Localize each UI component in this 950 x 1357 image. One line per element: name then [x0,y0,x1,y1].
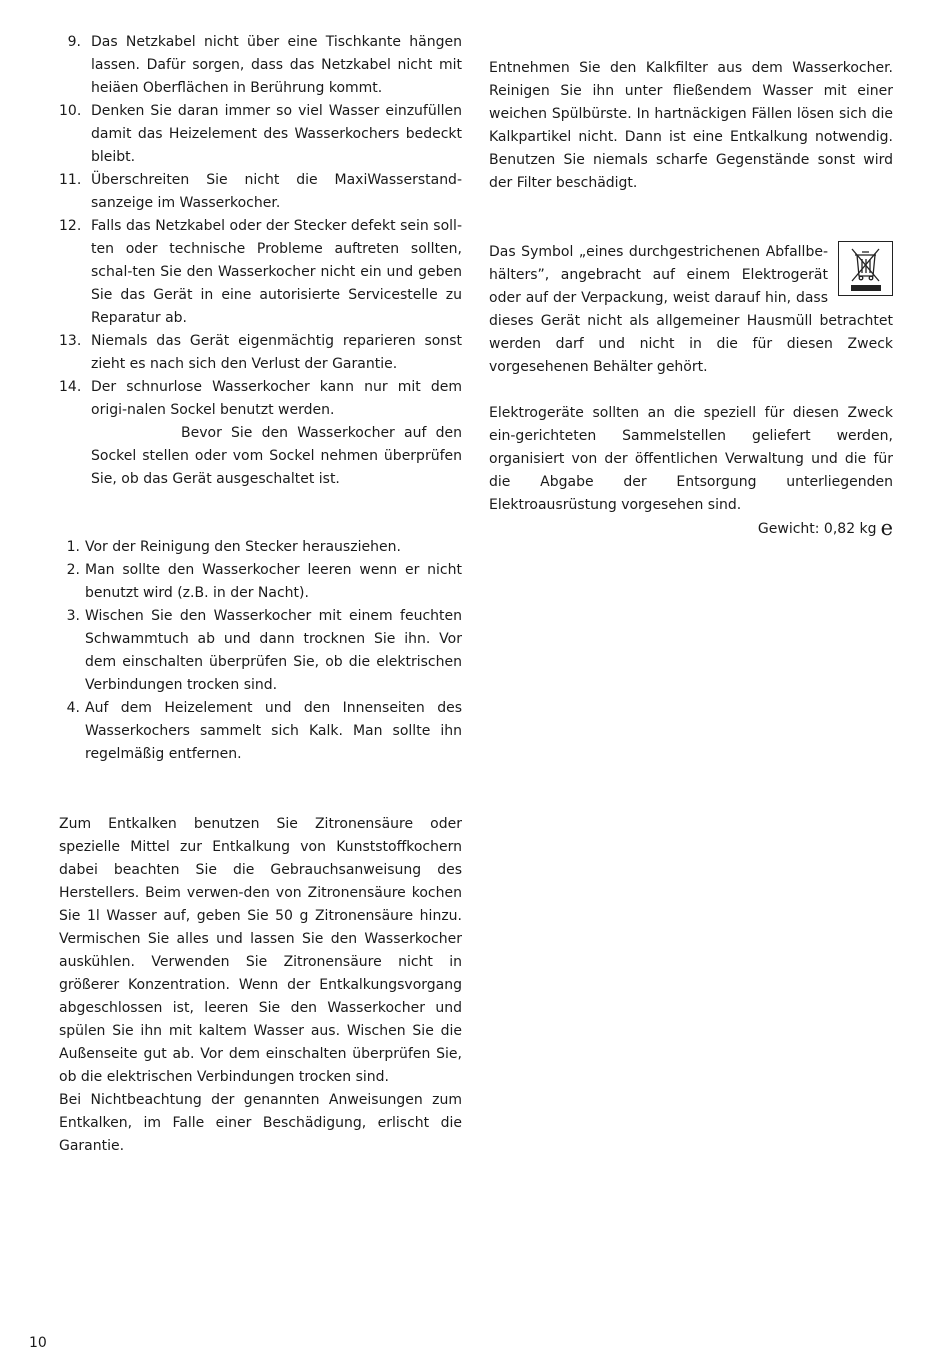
weight-label: Gewicht: 0,82 kg [757,521,877,537]
collection-paragraph: Elektrogeräte sollten an die speziell für diesen Zweck ein-gerichteten Sammelstellen geliefert werden, organisiert von der öffentlichen Verwaltung und die für die Abgabe der Entsorgung unterliegenden Elektroausrüstung vorgesehen sind. [489,405,893,513]
item-number: 9. [67,34,81,50]
list-item [59,376,462,422]
list-item [59,169,462,215]
list-item [59,605,462,697]
weight-line [489,517,893,541]
item-text: Das Netzkabel nicht über eine Tischkante hängen lassen. Dafür sorgen, dass das Netzkabel nicht mit heiäen Oberflächen in Berührung kommt. [91,34,462,96]
list-item [59,31,462,100]
item-text: Falls das Netzkabel oder der Stecker defekt sein soll-ten oder technische Probleme auftreten sollten, schal-ten Sie den Wasserkocher nicht ein und geben Sie das Gerät in eine autorisierte Servicestelle zu Reparatur ab. [91,218,462,326]
item-text: Vor der Reinigung den Stecker herausziehen. [85,539,401,555]
crossed-out-wheelie-bin-icon [838,241,893,296]
right-column [489,57,893,541]
item-number: 4. [66,700,80,716]
item-text: Auf dem Heizelement und den Innenseiten des Wasserkochers sammelt sich Kalk. Man sollte ihn regelmäßig entfernen. [85,700,462,762]
base-warning-note [59,422,462,491]
list-item [59,559,462,605]
item-text: Überschreiten Sie nicht die MaxiWasserstand-sanzeige im Wasserkocher. [91,172,462,211]
list-item [59,697,462,766]
item-number: 14. [59,379,82,395]
disposal-section [489,241,893,379]
list-item [59,330,462,376]
item-number: 13. [59,333,82,349]
note-text: Bevor Sie den Wasserkocher auf den Sockel stellen oder vom Sockel nehmen überprüfen Sie, ob das Gerät ausgeschaltet ist. [91,425,462,487]
estimated-sign-icon: e [880,516,893,540]
safety-instructions-list [59,31,462,422]
list-item [59,536,462,559]
descaling-section [59,813,462,1158]
list-item [59,215,462,330]
item-text: Wischen Sie den Wasserkocher mit einem feuchten Schwammtuch ab und dann trocknen Sie ihn. Vor dem einschalten überprüfen Sie, ob die elektrischen Verbindungen trocken sind. [85,608,462,693]
disposal-paragraph: Das Symbol „eines durchgestrichenen Abfallbe-hälters”, angebracht auf einem Elektrogerät oder auf der Verpackung, weist darauf hin, dass dieses Gerät nicht als allgemeiner Hausmüll betrachtet werden darf und nicht in die für diesen Zweck vorgesehenen Behälter gehört. [489,244,893,375]
item-number: 12. [59,218,82,234]
page-number: 10 [29,1335,47,1351]
wheelie-bin-icon [848,245,884,291]
left-column [59,31,462,1158]
item-number: 10. [59,103,82,119]
item-number: 2. [66,562,80,578]
item-number: 1. [66,539,80,555]
item-text: Niemals das Gerät eigenmächtig reparieren sonst zieht es nach sich den Verlust der Garantie. [91,333,462,372]
warranty-paragraph: Bei Nichtbeachtung der genannten Anweisungen zum Entkalken, im Falle einer Beschädigung, erlischt die Garantie. [59,1092,462,1154]
item-number: 11. [59,172,82,188]
item-text: Denken Sie daran immer so viel Wasser einzufüllen damit das Heizelement des Wasserkochers bedeckt bleibt. [91,103,462,165]
item-text: Man sollte den Wasserkocher leeren wenn er nicht benutzt wird (z.B. in der Nacht). [85,562,462,601]
cleaning-instructions-list [59,536,462,766]
list-item [59,100,462,169]
filter-paragraph: Entnehmen Sie den Kalkfilter aus dem Wasserkocher. Reinigen Sie ihn unter fließendem Wasser mit einer weichen Spülbürste. In hartnäckigen Fällen lösen sich die Kalkpartikel nicht. Dann ist eine Entkalkung notwendig. Benutzen Sie niemals scharfe Gegenstände sonst wird der Filter beschädigt. [489,60,893,191]
descaling-paragraph: Zum Entkalken benutzen Sie Zitronensäure oder spezielle Mittel zur Entkalkung von Kunststoffkochern dabei beachten Sie die Gebrauchsanweisung des Herstellers. Beim verwen-den von Zitronensäure kochen Sie 1l Wasser auf, geben Sie 50 g Zitronensäure hinzu. Vermischen Sie alles und lassen Sie den Wasserkocher auskühlen. Verwenden Sie Zitronensäure nicht in größerer Konzentration. Wenn der Entkalkungsvorgang abgeschlossen ist, leeren Sie den Wasserkocher und spülen Sie ihn mit kaltem Wasser aus. Wischen Sie die Außenseite gut ab. Vor dem einschalten überprüfen Sie, ob die elektrischen Verbindungen trocken sind. [59,816,462,1085]
item-number: 3. [66,608,80,624]
item-text: Der schnurlose Wasserkocher kann nur mit dem origi-nalen Sockel benutzt werden. [91,379,462,418]
